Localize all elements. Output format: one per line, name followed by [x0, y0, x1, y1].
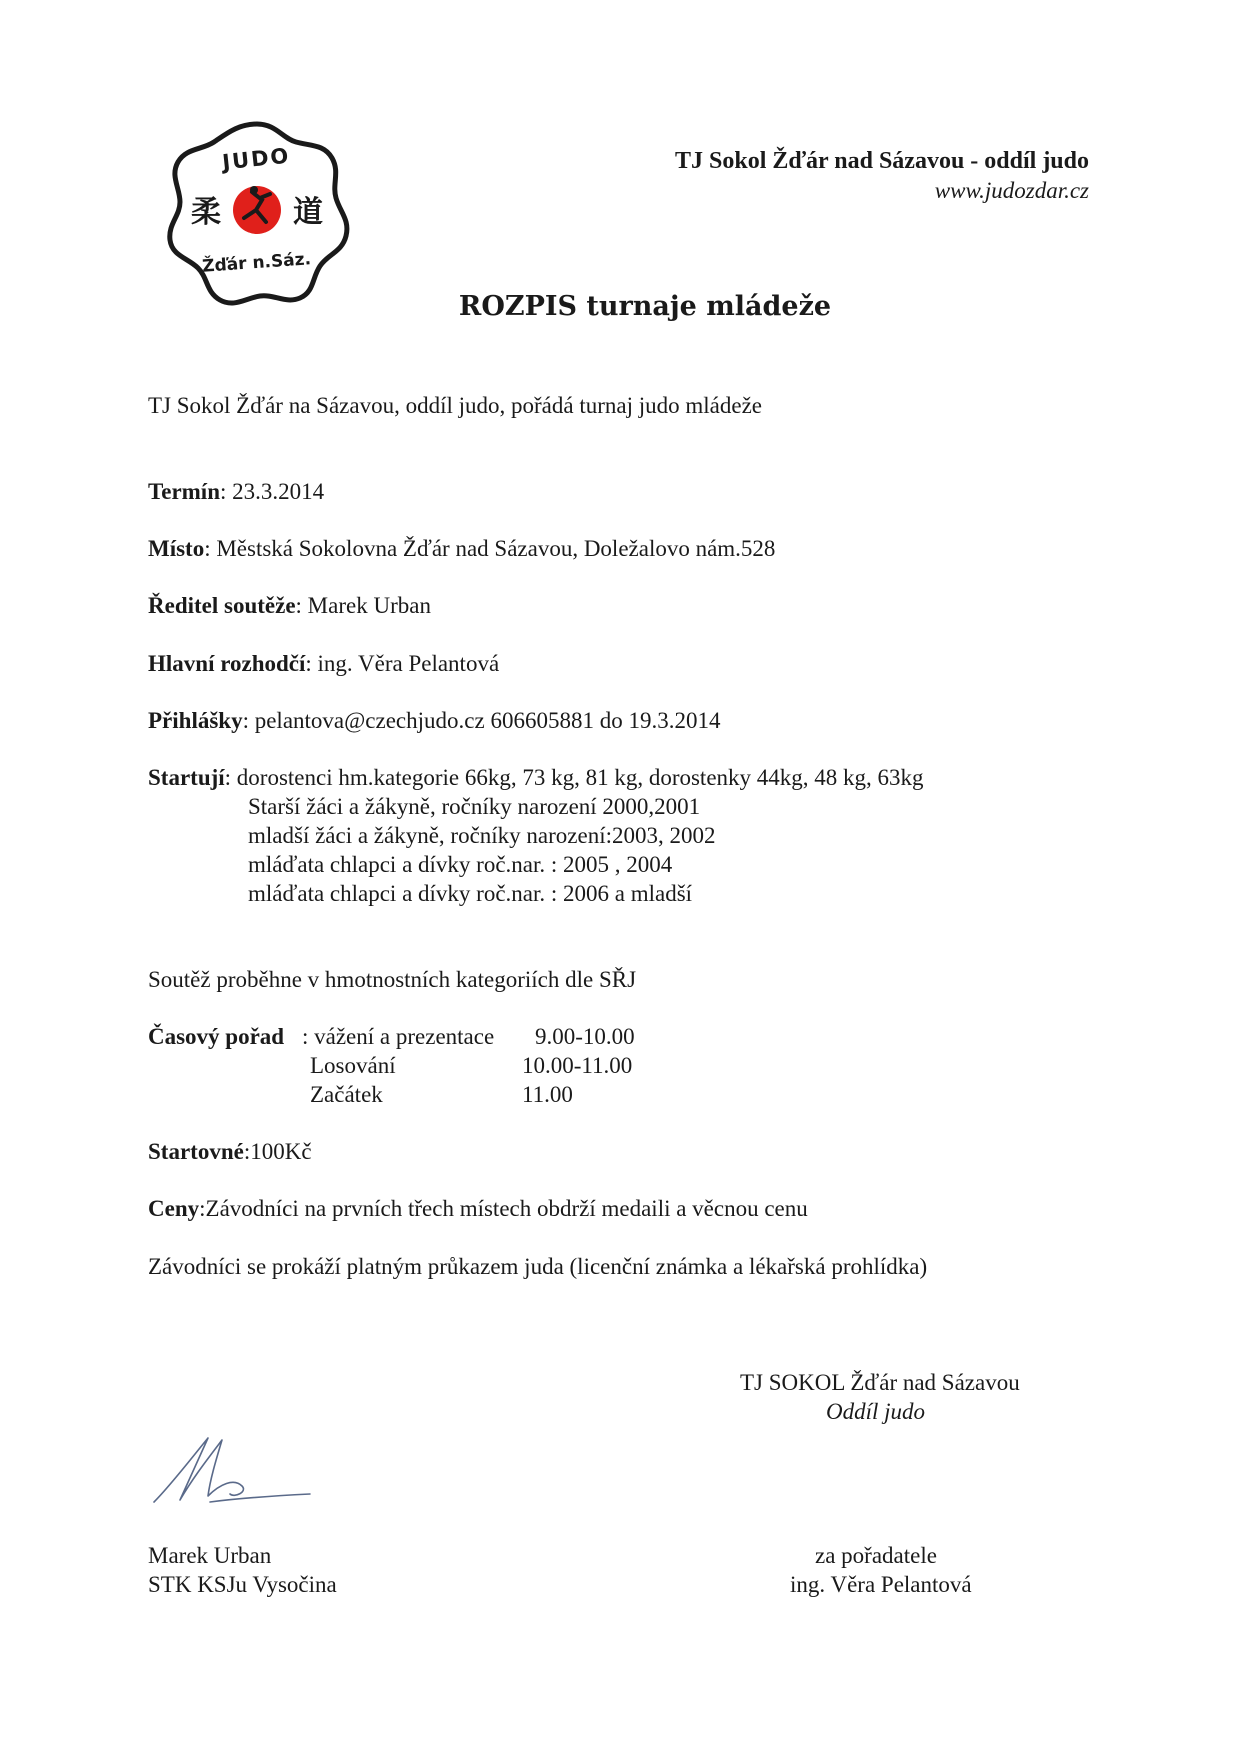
field-label: Hlavní rozhodčí [148, 651, 306, 676]
organization-website: www.judozdar.cz [934, 178, 1089, 203]
proof-note: Závodníci se prokáží platným průkazem juda (licenční známka a lékařská prohlídka) [148, 1254, 928, 1279]
field-label: Startují [148, 765, 225, 790]
document-title: ROZPIS turnaje mládeže [458, 291, 832, 322]
schedule-label [148, 1023, 284, 1051]
competition-note: Soutěž proběhne v hmotnostních kategoriích dle SŘJ [148, 967, 637, 992]
startuji-line: mláďata chlapci a dívky roč.nar. : 2006 a mladší [248, 881, 693, 906]
intro-text: TJ Sokol Žďár na Sázavou, oddíl judo, pořádá turnaj judo mládeže [148, 393, 762, 418]
schedule-row-time: 9.00-10.00 [535, 1024, 635, 1049]
field-startovne [148, 1138, 312, 1166]
signer-name-right: ing. Věra Pelantová [790, 1572, 972, 1597]
field-rozhodci [148, 650, 499, 678]
logo-kanji-right: 道 [293, 195, 323, 230]
signature-image [150, 1430, 320, 1520]
logo-kanji-left: 柔 [191, 195, 221, 230]
field-value: :Závodníci na prvních třech místech obdrží medaili a věcnou cenu [199, 1196, 808, 1221]
schedule-row-name: : vážení a prezentace [302, 1024, 495, 1049]
field-label: Termín [148, 479, 220, 504]
signer-name-left: Marek Urban [148, 1543, 272, 1568]
schedule-row-time: 10.00-11.00 [522, 1053, 633, 1078]
schedule-row-time: 11.00 [522, 1082, 573, 1107]
field-value: : pelantova@czechjudo.cz 606605881 do 19.3.2014 [242, 708, 721, 733]
organization-name: TJ Sokol Žďár nad Sázavou - oddíl judo [675, 148, 1089, 174]
field-label: Ceny [148, 1196, 200, 1221]
field-termin [148, 478, 324, 506]
startuji-line: Starší žáci a žákyně, ročníky narození 2000,2001 [248, 794, 701, 819]
field-label: Místo [148, 536, 205, 561]
logo-text-top: JUDO [221, 143, 292, 175]
signoff-department: Oddíl judo [826, 1399, 926, 1424]
schedule-row-name: Losování [310, 1053, 396, 1078]
field-misto [148, 535, 775, 563]
field-reditel [148, 592, 431, 620]
startuji-line: mláďata chlapci a dívky roč.nar. : 2005 , 2004 [248, 852, 673, 877]
field-prihlasky [148, 707, 720, 735]
signoff-organization: TJ SOKOL Žďár nad Sázavou [740, 1370, 1020, 1395]
startuji-line: mladší žáci a žákyně, ročníky narození:2003, 2002 [248, 823, 716, 848]
field-value: : Městská Sokolovna Žďár nad Sázavou, Doležalovo nám.528 [204, 536, 776, 561]
field-value: : Marek Urban [295, 593, 431, 618]
logo-text-bottom: Žďár n.Sáz. [201, 249, 312, 277]
field-startuji [148, 764, 924, 792]
field-label: Přihlášky [148, 708, 243, 733]
field-label: Ředitel soutěže [148, 593, 296, 618]
field-ceny [148, 1195, 808, 1223]
signer-role-left: STK KSJu Vysočina [148, 1572, 337, 1597]
field-value: : 23.3.2014 [220, 479, 325, 504]
field-value: : dorostenci hm.kategorie 66kg, 73 kg, 81 kg, dorostenky 44kg, 48 kg, 63kg [224, 765, 924, 790]
signer-role-right: za pořadatele [815, 1543, 937, 1568]
field-value: : ing. Věra Pelantová [305, 651, 500, 676]
schedule-row-name: Začátek [310, 1082, 383, 1107]
field-label: Startovné [148, 1139, 244, 1164]
judo-club-logo [164, 118, 350, 306]
field-label: Časový pořad [148, 1024, 285, 1049]
field-value: :100Kč [243, 1139, 312, 1164]
